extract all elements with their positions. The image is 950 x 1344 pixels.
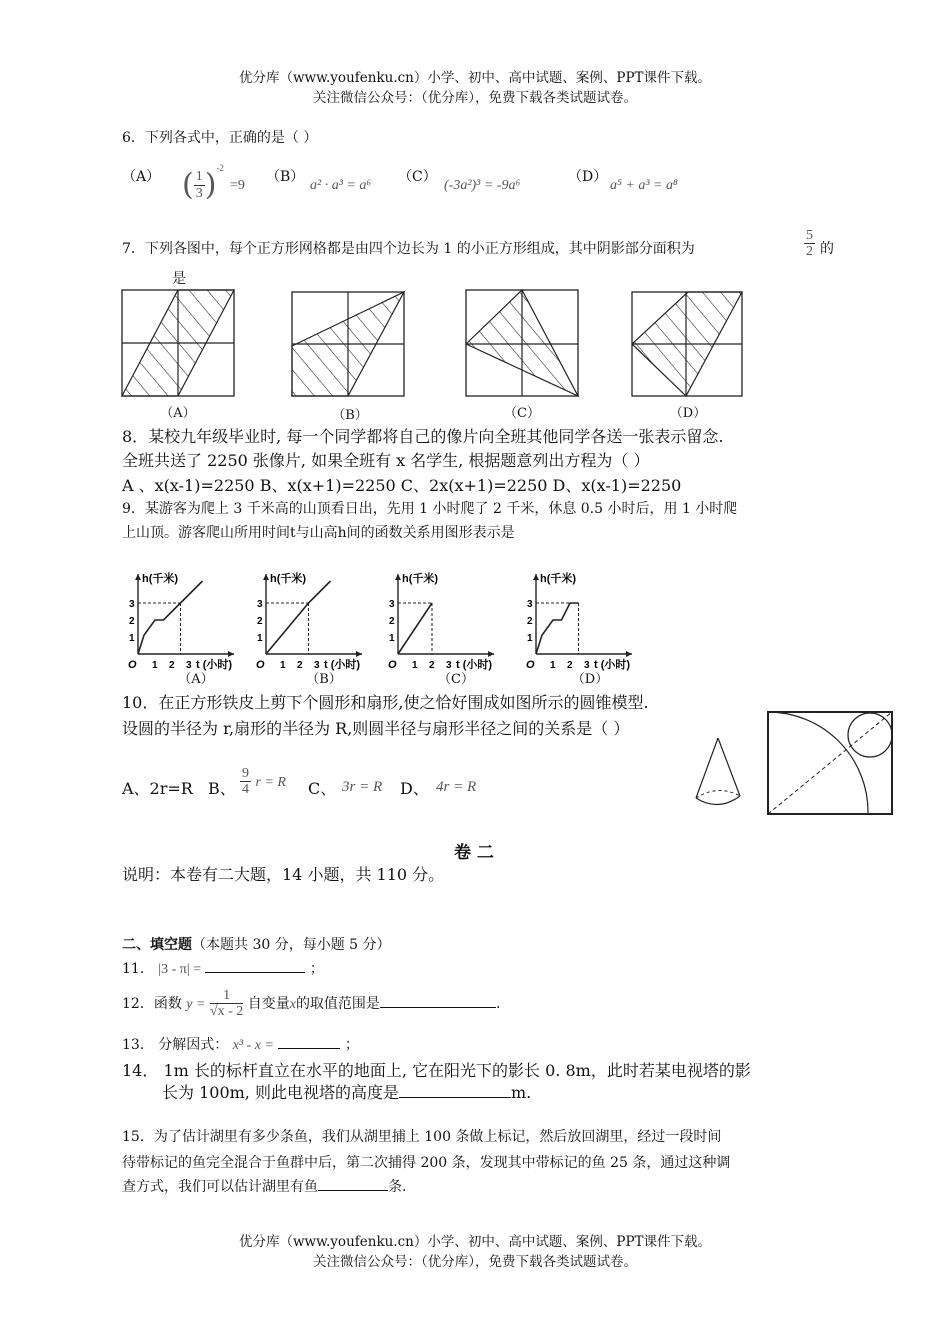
q14-tail: m. bbox=[510, 1083, 532, 1102]
q6-a-numerator: 1 bbox=[195, 169, 203, 185]
x-tick-label: 2 bbox=[429, 660, 435, 671]
cone-figure bbox=[696, 738, 740, 805]
footer-line-1: 优分库（www.youfenku.cn）小学、初中、高中试题、案例、PPT课件下载。 bbox=[238, 1234, 712, 1250]
q15-line-2: 待带标记的鱼完全混合于鱼群中后，第二次捕得 200 条，发现其中带标记的鱼 25 条，通过这种调 bbox=[122, 1155, 731, 1171]
q6-option-c-expr: (-3a²)³ = -9a⁶ bbox=[444, 178, 521, 193]
section2-title: 二、填空题 bbox=[122, 937, 192, 953]
y-tick-label: 1 bbox=[129, 633, 135, 644]
q6-a-rhs: =9 bbox=[229, 178, 245, 193]
q10-cone-figures bbox=[680, 700, 910, 820]
q13-prefix: 13． 分解因式： bbox=[122, 1037, 229, 1053]
footer-line-2: 关注微信公众号：（优分库），免费下载各类试题试卷。 bbox=[313, 1254, 637, 1270]
q6-option-c-label: （C） bbox=[398, 169, 437, 185]
q7-label-a: （A） bbox=[160, 406, 196, 421]
q6-option-d-label: （D） bbox=[568, 169, 608, 185]
x-tick-label: 3 bbox=[314, 660, 320, 671]
q9-graph-d bbox=[526, 571, 632, 671]
origin-label: O bbox=[128, 659, 137, 671]
function-line bbox=[536, 603, 579, 654]
q6-a-exponent: -2 bbox=[216, 163, 224, 173]
y-tick-label: 1 bbox=[257, 633, 263, 644]
q10-option-c-label: C、 bbox=[308, 779, 337, 798]
header-line-2: 关注微信公众号：（优分库），免费下载各类试题试卷。 bbox=[313, 90, 637, 106]
y-tick-label: 3 bbox=[527, 599, 533, 610]
q6-option-d-expr: a⁵ + a³ = a⁸ bbox=[610, 178, 678, 193]
q12-mid: 自变量 bbox=[247, 995, 290, 1012]
q6-option-a-label: （A） bbox=[122, 169, 161, 185]
q10-option-b-label: B、 bbox=[208, 779, 236, 798]
y-tick-label: 3 bbox=[389, 599, 395, 610]
y-axis-label: h(千米) bbox=[142, 573, 179, 585]
y-tick-label: 2 bbox=[389, 616, 395, 627]
q7-stem-tail: 的 bbox=[820, 241, 834, 257]
y-axis-arrow bbox=[263, 574, 269, 580]
q12-answer-blank[interactable] bbox=[380, 993, 496, 1008]
y-axis-label: h(千米) bbox=[270, 573, 307, 585]
q7-frac-denominator: 2 bbox=[806, 244, 813, 260]
y-tick-label: 2 bbox=[527, 616, 533, 627]
y-axis-label: h(千米) bbox=[540, 573, 577, 585]
part2-title: 卷 二 bbox=[454, 843, 494, 863]
q10-b-denominator: 4 bbox=[242, 782, 249, 798]
q9-label-c: （C） bbox=[438, 672, 474, 687]
part2-description: 说明：本卷有二大题，14 小题，共 110 分。 bbox=[122, 865, 445, 884]
q11-answer-blank[interactable] bbox=[205, 958, 305, 973]
header-line-1: 优分库（www.youfenku.cn）小学、初中、高中试题、案例、PPT课件下载。 bbox=[238, 70, 712, 86]
q6-stem: 6．下列各式中，正确的是（ ） bbox=[122, 130, 318, 146]
q10-option-d-expr: 4r = R bbox=[436, 779, 477, 795]
x-tick-label: 1 bbox=[412, 660, 418, 671]
q9-line-1: 9．某游客为爬上 3 千米高的山顶看日出，先用 1 小时爬了 2 千米，休息 0.5 小时后，用 1 小时爬 bbox=[122, 501, 738, 517]
x-tick-label: 2 bbox=[297, 660, 303, 671]
q7-stem-line2: 是 bbox=[172, 271, 186, 287]
x-axis-label: t (小时) bbox=[594, 659, 631, 671]
q9-label-b: （B） bbox=[306, 672, 342, 687]
x-tick-label: 3 bbox=[186, 660, 192, 671]
q10-b-numerator: 9 bbox=[242, 766, 249, 781]
q13-tail: ； bbox=[344, 1037, 359, 1053]
q10-line-2: 设圆的半径为 r,扇形的半径为 R,则圆半径与扇形半径之间的关系是（ ） bbox=[122, 719, 630, 738]
function-line bbox=[138, 581, 203, 654]
x-axis-label: t (小时) bbox=[324, 659, 361, 671]
q11-tail: ； bbox=[309, 961, 324, 977]
q7-figure-c bbox=[466, 290, 578, 396]
q6-a-denominator: 3 bbox=[195, 185, 203, 201]
q12-mid2: 的取值范围是 bbox=[295, 995, 380, 1012]
y-axis-arrow bbox=[395, 574, 401, 580]
q10-option-b-expr bbox=[240, 766, 286, 798]
x-axis-arrow bbox=[356, 651, 362, 657]
q15-line-3-text: 查方式，我们可以估计湖里有鱼 bbox=[122, 1179, 318, 1195]
x-tick-label: 1 bbox=[152, 660, 158, 671]
q10-line-1: 10．在正方形铁皮上剪下个圆形和扇形,使之恰好围成如图所示的圆锥模型. bbox=[122, 693, 649, 712]
section2-note: （本题共 30 分，每小题 5 分） bbox=[192, 937, 391, 953]
y-tick-label: 1 bbox=[389, 633, 395, 644]
q11-number: 11． bbox=[122, 961, 154, 977]
q8-line-2: 全班共送了 2250 张像片, 如果全班有 x 名学生, 根据题意列出方程为（ ） bbox=[122, 451, 650, 470]
x-tick-label: 1 bbox=[280, 660, 286, 671]
x-axis-label: t (小时) bbox=[196, 659, 233, 671]
x-axis-label: t (小时) bbox=[456, 659, 493, 671]
q12-numerator: 1 bbox=[210, 988, 243, 1004]
q13 bbox=[122, 1034, 359, 1054]
q14-line-2 bbox=[162, 1080, 531, 1103]
q14-answer-blank[interactable] bbox=[399, 1083, 511, 1098]
q9-line-2: 上山顶。游客爬山所用时间t与山高h间的函数关系用图形表示是 bbox=[122, 525, 515, 541]
q15-tail: 条. bbox=[388, 1179, 407, 1195]
q7-label-b: （B） bbox=[332, 408, 368, 423]
y-axis-label: h(千米) bbox=[402, 573, 439, 585]
q7-label-d: （D） bbox=[669, 406, 707, 421]
q11 bbox=[122, 958, 324, 978]
q8-options: A 、x(x-1)=2250 B、x(x+1)=2250 C、2x(x+1)=2250 D、x(x-1)=2250 bbox=[122, 476, 682, 495]
q13-answer-blank[interactable] bbox=[278, 1034, 340, 1049]
q9-label-a: （A） bbox=[178, 672, 214, 687]
section2-heading bbox=[122, 934, 391, 954]
q7-figure-a bbox=[122, 290, 234, 396]
x-axis-arrow bbox=[488, 651, 494, 657]
q11-expr: |3 - π| = bbox=[158, 962, 202, 977]
q10-option-a: A、2r=R bbox=[122, 779, 193, 798]
q7-stem: 7．下列各图中，每个正方形网格都是由四个边长为 1 的小正方形组成，其中阴影部分面积为 bbox=[122, 241, 695, 257]
q15-line-1: 15．为了估计湖里有多少条鱼，我们从湖里捕上 100 条做上标记，然后放回湖里，经过一段时间 bbox=[122, 1129, 722, 1145]
x-tick-label: 1 bbox=[550, 660, 556, 671]
q7-figures bbox=[0, 0, 950, 420]
y-tick-label: 2 bbox=[257, 616, 263, 627]
x-tick-label: 3 bbox=[584, 660, 590, 671]
q12-tail: . bbox=[495, 995, 501, 1012]
q13-expr: x³ - x = bbox=[232, 1038, 274, 1053]
x-axis-arrow bbox=[228, 651, 234, 657]
q7-label-c: （C） bbox=[504, 406, 540, 421]
q10-option-c-expr: 3r = R bbox=[342, 779, 383, 795]
y-tick-label: 2 bbox=[129, 616, 135, 627]
y-axis-arrow bbox=[135, 574, 141, 580]
function-line bbox=[398, 603, 432, 654]
q9-graph-b bbox=[256, 571, 362, 671]
origin-label: O bbox=[388, 659, 397, 671]
y-tick-label: 3 bbox=[257, 599, 263, 610]
x-tick-label: 3 bbox=[446, 660, 452, 671]
q6-option-b-label: （B） bbox=[266, 169, 305, 185]
q9-label-d: （D） bbox=[571, 672, 609, 687]
function-line bbox=[266, 581, 331, 654]
q14-line-1: 14． 1m 长的标杆直立在水平的地面上, 它在阳光下的影长 0. 8m，此时若某电视塔的影 bbox=[122, 1061, 751, 1080]
q10-option-d-label: D、 bbox=[400, 779, 429, 798]
y-axis-arrow bbox=[533, 574, 539, 580]
square-sheet-figure bbox=[768, 712, 892, 814]
q15-answer-blank[interactable] bbox=[318, 1176, 388, 1191]
q7-frac-numerator: 5 bbox=[806, 228, 813, 243]
q7-figure-b bbox=[292, 292, 404, 396]
x-axis-arrow bbox=[626, 651, 632, 657]
x-tick-label: 2 bbox=[169, 660, 175, 671]
y-tick-label: 3 bbox=[129, 599, 135, 610]
q8-line-1: 8．某校九年级毕业时, 每一个同学都将自己的像片向全班其他同学各送一张表示留念. bbox=[122, 427, 724, 446]
q14-line-2-text: 长为 100m, 则此电视塔的高度是 bbox=[162, 1083, 399, 1102]
q9-graph-c bbox=[388, 571, 494, 671]
q15-line-3 bbox=[122, 1176, 406, 1196]
q12 bbox=[122, 988, 500, 1020]
q10-b-tail: r = R bbox=[255, 774, 286, 790]
origin-label: O bbox=[526, 659, 535, 671]
q12-denominator: √x - 2 bbox=[209, 1004, 244, 1020]
q6-option-b-expr: a² · a³ = a⁶ bbox=[310, 178, 372, 193]
x-tick-label: 2 bbox=[567, 660, 573, 671]
q12-prefix: 12．函数 bbox=[122, 995, 182, 1012]
q6-option-a-expr: ( $\frac{1}{3}$ )$^{-2}$=9 bbox=[182, 163, 245, 203]
y-tick-label: 1 bbox=[527, 633, 533, 644]
q9-graph-a bbox=[128, 571, 234, 671]
q7-figure-d bbox=[632, 292, 742, 396]
q12-y: y = bbox=[186, 996, 206, 1012]
origin-label: O bbox=[256, 659, 265, 671]
q12-var: x bbox=[289, 996, 296, 1012]
